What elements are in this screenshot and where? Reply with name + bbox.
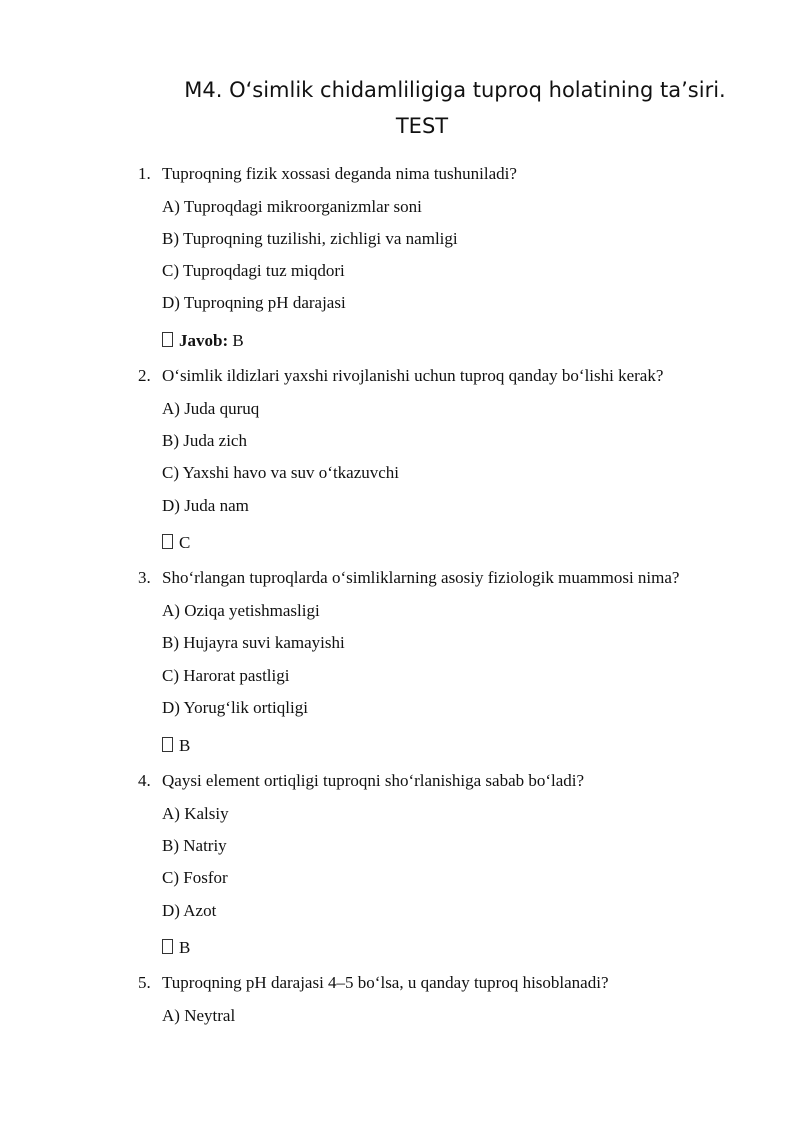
page-subtitle: TEST <box>395 114 449 138</box>
answer-label: Javob: <box>179 331 229 350</box>
q4-option-c: C) Fosfor <box>162 868 228 887</box>
answer-value: B <box>232 331 244 350</box>
q5-option-a: A) Neytral <box>162 1006 236 1025</box>
question-text: Sho‘rlangan tuproqlarda o‘simliklarning asosiy fiziologik muammosi nima? <box>162 568 680 587</box>
question-2 <box>138 366 663 386</box>
q1-option-d: D) Tuproqning pH darajasi <box>162 293 346 312</box>
q2-option-d: D) Juda nam <box>162 496 249 515</box>
question-text: Tuproqning pH darajasi 4–5 bo‘lsa, u qanday tuproq hisoblanadi? <box>162 973 609 992</box>
q4-answer <box>162 938 190 958</box>
checkbox-icon <box>162 332 173 347</box>
question-3 <box>138 568 679 588</box>
q1-option-a: A) Tuproqdagi mikroorganizmlar soni <box>162 197 422 216</box>
page-title: M4. O‘simlik chidamliligiga tuproq holatining ta’siri. <box>184 78 726 102</box>
q2-option-a: A) Juda quruq <box>162 399 260 418</box>
q3-option-d: D) Yorug‘lik ortiqligi <box>162 698 308 717</box>
q3-option-a: A) Oziqa yetishmasligi <box>162 601 320 620</box>
question-number: 1. <box>138 164 151 183</box>
checkbox-icon <box>162 737 173 752</box>
question-number: 3. <box>138 568 151 587</box>
answer-value: B <box>179 736 191 755</box>
q4-option-d: D) Azot <box>162 901 217 920</box>
question-text: Tuproqning fizik xossasi deganda nima tushuniladi? <box>162 164 517 183</box>
answer-value: C <box>179 533 191 552</box>
q4-option-a: A) Kalsiy <box>162 804 229 823</box>
q2-option-c: C) Yaxshi havo va suv o‘tkazuvchi <box>162 463 400 482</box>
question-number: 2. <box>138 366 151 385</box>
q1-option-b: B) Tuproqning tuzilishi, zichligi va namligi <box>162 229 458 248</box>
q2-answer <box>162 533 190 553</box>
answer-value: B <box>179 938 191 957</box>
question-number: 4. <box>138 771 151 790</box>
checkbox-icon <box>162 534 173 549</box>
checkbox-icon <box>162 939 173 954</box>
question-5 <box>138 973 609 993</box>
q2-option-b: B) Juda zich <box>162 431 247 450</box>
question-4 <box>138 771 584 791</box>
question-number: 5. <box>138 973 151 992</box>
q3-option-b: B) Hujayra suvi kamayishi <box>162 633 345 652</box>
q1-answer <box>162 331 244 351</box>
q3-option-c: C) Harorat pastligi <box>162 666 290 685</box>
q3-answer <box>162 736 190 756</box>
question-text: Qaysi element ortiqligi tuproqni sho‘rlanishiga sabab bo‘ladi? <box>162 771 585 790</box>
question-text: O‘simlik ildizlari yaxshi rivojlanishi uchun tuproq qanday bo‘lishi kerak? <box>162 366 664 385</box>
question-1 <box>138 164 517 184</box>
q1-option-c: C) Tuproqdagi tuz miqdori <box>162 261 345 280</box>
q4-option-b: B) Natriy <box>162 836 227 855</box>
